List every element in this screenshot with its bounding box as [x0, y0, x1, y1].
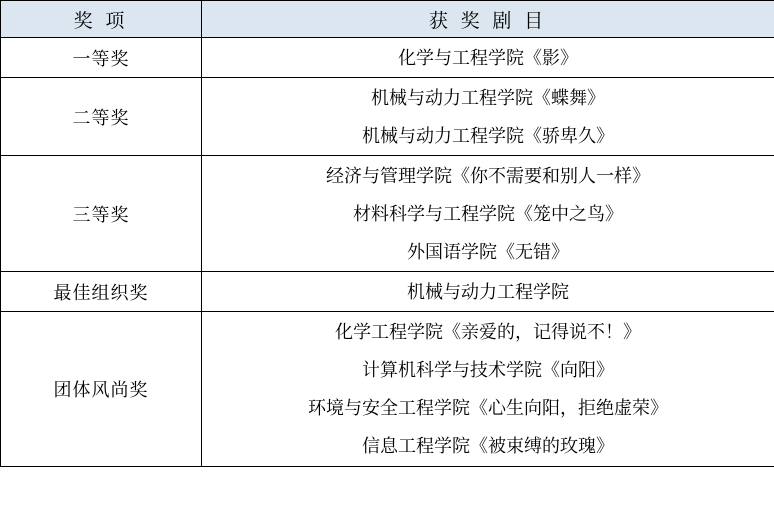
table-row [1, 38, 774, 78]
column-header-award: 奖 项 [1, 1, 202, 38]
program-list-cell [202, 272, 774, 312]
program-item: 外国语学院《无错》 [407, 241, 569, 262]
program-list-cell [202, 38, 774, 78]
program-item: 材料科学与工程学院《笼中之鸟》 [353, 203, 623, 224]
program-item: 机械与动力工程学院《蝶舞》 [371, 87, 605, 108]
award-name-cell: 三等奖 [1, 156, 202, 272]
table-row [1, 272, 774, 312]
table-row [1, 78, 774, 156]
program-item: 经济与管理学院《你不需要和别人一样》 [326, 165, 650, 186]
table-row [1, 156, 774, 272]
program-item: 化学工程学院《亲爱的，记得说不！》 [335, 322, 641, 342]
table-row [1, 312, 774, 467]
program-list-cell [202, 78, 774, 156]
award-name-cell: 一等奖 [1, 38, 202, 78]
program-item: 环境与安全工程学院《心生向阳，拒绝虚荣》 [308, 398, 668, 418]
award-name-cell: 二等奖 [1, 78, 202, 156]
award-name-cell: 团体风尚奖 [1, 312, 202, 467]
program-list-cell [202, 156, 774, 272]
program-list-cell [202, 312, 774, 467]
table-header [1, 1, 774, 38]
program-item: 机械与动力工程学院 [407, 281, 569, 302]
program-item: 化学与工程学院《影》 [398, 47, 578, 68]
program-item: 计算机科学与技术学院《向阳》 [362, 360, 614, 380]
program-item: 机械与动力工程学院《骄卑久》 [362, 125, 614, 146]
column-header-program: 获 奖 剧 目 [202, 1, 774, 38]
award-name-cell: 最佳组织奖 [1, 272, 202, 312]
program-item: 信息工程学院《被束缚的玫瑰》 [362, 436, 614, 456]
table-header-row [1, 1, 774, 38]
table-body [1, 38, 774, 467]
